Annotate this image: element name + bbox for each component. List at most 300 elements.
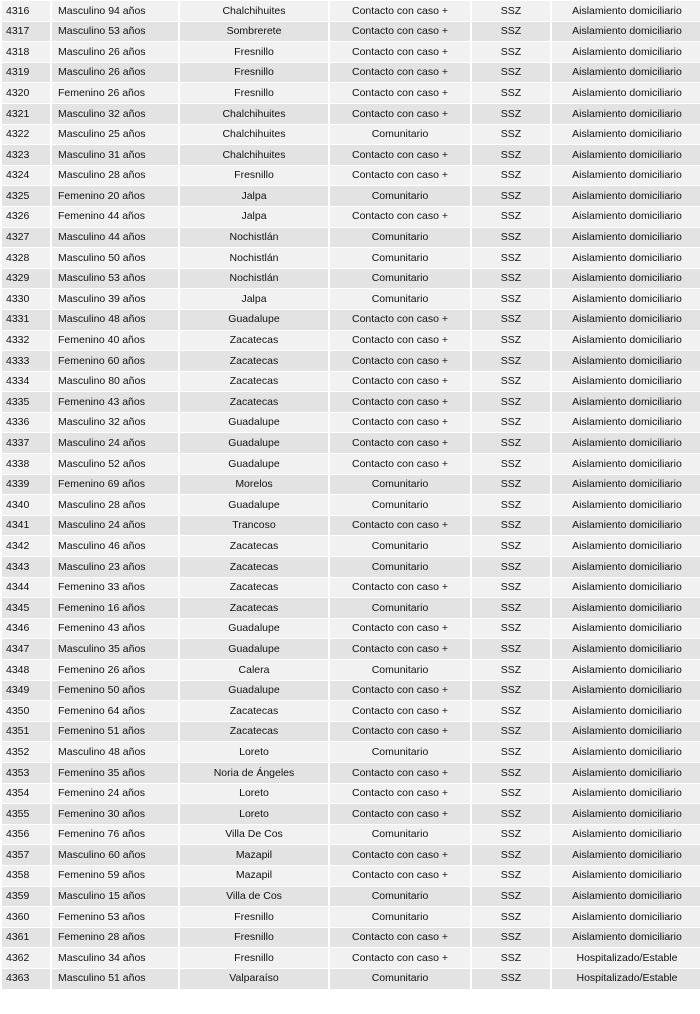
- sex-age-cell: Masculino 52 años: [52, 454, 178, 474]
- table-row: [2, 1, 700, 21]
- source-cell: Comunitario: [330, 186, 470, 206]
- source-cell: Comunitario: [330, 536, 470, 556]
- municipality-cell: Nochistlán: [180, 228, 328, 248]
- municipality-cell: Zacatecas: [180, 536, 328, 556]
- table-row: [2, 598, 700, 618]
- institution-cell: SSZ: [472, 454, 550, 474]
- status-cell: Aislamiento domiciliario: [552, 866, 700, 886]
- source-cell: Contacto con caso +: [330, 639, 470, 659]
- sex-age-cell: Femenino 69 años: [52, 475, 178, 495]
- institution-cell: SSZ: [472, 413, 550, 433]
- source-cell: Contacto con caso +: [330, 948, 470, 968]
- source-cell: Comunitario: [330, 228, 470, 248]
- table-row: [2, 969, 700, 989]
- case-id-cell: 4344: [2, 578, 50, 598]
- municipality-cell: Nochistlán: [180, 248, 328, 268]
- institution-cell: SSZ: [472, 42, 550, 62]
- institution-cell: SSZ: [472, 536, 550, 556]
- source-cell: Comunitario: [330, 598, 470, 618]
- source-cell: Contacto con caso +: [330, 928, 470, 948]
- institution-cell: SSZ: [472, 1, 550, 21]
- status-cell: Aislamiento domiciliario: [552, 42, 700, 62]
- case-id-cell: 4320: [2, 83, 50, 103]
- source-cell: Contacto con caso +: [330, 701, 470, 721]
- sex-age-cell: Masculino 32 años: [52, 104, 178, 124]
- municipality-cell: Zacatecas: [180, 701, 328, 721]
- table-row: [2, 578, 700, 598]
- case-id-cell: 4335: [2, 392, 50, 412]
- table-row: [2, 310, 700, 330]
- case-id-cell: 4337: [2, 433, 50, 453]
- source-cell: Comunitario: [330, 557, 470, 577]
- case-id-cell: 4346: [2, 619, 50, 639]
- municipality-cell: Chalchihuites: [180, 104, 328, 124]
- status-cell: Aislamiento domiciliario: [552, 516, 700, 536]
- status-cell: Aislamiento domiciliario: [552, 598, 700, 618]
- status-cell: Aislamiento domiciliario: [552, 145, 700, 165]
- sex-age-cell: Masculino 44 años: [52, 228, 178, 248]
- municipality-cell: Guadalupe: [180, 495, 328, 515]
- sex-age-cell: Femenino 60 años: [52, 351, 178, 371]
- status-cell: Aislamiento domiciliario: [552, 104, 700, 124]
- sex-age-cell: Femenino 20 años: [52, 186, 178, 206]
- case-id-cell: 4327: [2, 228, 50, 248]
- institution-cell: SSZ: [472, 83, 550, 103]
- institution-cell: SSZ: [472, 125, 550, 145]
- sex-age-cell: Femenino 24 años: [52, 784, 178, 804]
- source-cell: Comunitario: [330, 495, 470, 515]
- table-row: [2, 413, 700, 433]
- status-cell: Aislamiento domiciliario: [552, 784, 700, 804]
- status-cell: Aislamiento domiciliario: [552, 907, 700, 927]
- status-cell: Aislamiento domiciliario: [552, 83, 700, 103]
- status-cell: Aislamiento domiciliario: [552, 454, 700, 474]
- status-cell: Aislamiento domiciliario: [552, 248, 700, 268]
- table-row: [2, 125, 700, 145]
- table-row: [2, 186, 700, 206]
- case-id-cell: 4357: [2, 845, 50, 865]
- case-id-cell: 4325: [2, 186, 50, 206]
- source-cell: Contacto con caso +: [330, 681, 470, 701]
- status-cell: Aislamiento domiciliario: [552, 310, 700, 330]
- status-cell: Aislamiento domiciliario: [552, 825, 700, 845]
- status-cell: Aislamiento domiciliario: [552, 22, 700, 42]
- source-cell: Contacto con caso +: [330, 104, 470, 124]
- institution-cell: SSZ: [472, 681, 550, 701]
- institution-cell: SSZ: [472, 392, 550, 412]
- cases-table-body: [2, 1, 700, 989]
- table-row: [2, 907, 700, 927]
- sex-age-cell: Masculino 32 años: [52, 413, 178, 433]
- status-cell: Aislamiento domiciliario: [552, 475, 700, 495]
- institution-cell: SSZ: [472, 660, 550, 680]
- municipality-cell: Guadalupe: [180, 310, 328, 330]
- institution-cell: SSZ: [472, 145, 550, 165]
- status-cell: Aislamiento domiciliario: [552, 166, 700, 186]
- sex-age-cell: Masculino 24 años: [52, 516, 178, 536]
- municipality-cell: Fresnillo: [180, 907, 328, 927]
- municipality-cell: Zacatecas: [180, 557, 328, 577]
- source-cell: Comunitario: [330, 475, 470, 495]
- sex-age-cell: Masculino 23 años: [52, 557, 178, 577]
- case-id-cell: 4330: [2, 289, 50, 309]
- status-cell: Aislamiento domiciliario: [552, 742, 700, 762]
- municipality-cell: Guadalupe: [180, 639, 328, 659]
- case-id-cell: 4334: [2, 372, 50, 392]
- case-id-cell: 4331: [2, 310, 50, 330]
- table-row: [2, 763, 700, 783]
- municipality-cell: Fresnillo: [180, 83, 328, 103]
- municipality-cell: Sombrerete: [180, 22, 328, 42]
- status-cell: Aislamiento domiciliario: [552, 701, 700, 721]
- sex-age-cell: Masculino 34 años: [52, 948, 178, 968]
- case-id-cell: 4353: [2, 763, 50, 783]
- sex-age-cell: Femenino 26 años: [52, 83, 178, 103]
- table-row: [2, 804, 700, 824]
- sex-age-cell: Masculino 46 años: [52, 536, 178, 556]
- municipality-cell: Chalchihuites: [180, 1, 328, 21]
- case-id-cell: 4329: [2, 269, 50, 289]
- case-id-cell: 4318: [2, 42, 50, 62]
- status-cell: Aislamiento domiciliario: [552, 186, 700, 206]
- sex-age-cell: Masculino 26 años: [52, 42, 178, 62]
- sex-age-cell: Masculino 15 años: [52, 887, 178, 907]
- case-id-cell: 4323: [2, 145, 50, 165]
- table-row: [2, 681, 700, 701]
- sex-age-cell: Masculino 31 años: [52, 145, 178, 165]
- institution-cell: SSZ: [472, 63, 550, 83]
- table-row: [2, 331, 700, 351]
- institution-cell: SSZ: [472, 248, 550, 268]
- institution-cell: SSZ: [472, 495, 550, 515]
- municipality-cell: Zacatecas: [180, 578, 328, 598]
- institution-cell: SSZ: [472, 289, 550, 309]
- source-cell: Contacto con caso +: [330, 372, 470, 392]
- municipality-cell: Guadalupe: [180, 619, 328, 639]
- institution-cell: SSZ: [472, 372, 550, 392]
- sex-age-cell: Masculino 60 años: [52, 845, 178, 865]
- case-id-cell: 4336: [2, 413, 50, 433]
- institution-cell: SSZ: [472, 866, 550, 886]
- table-row: [2, 145, 700, 165]
- sex-age-cell: Masculino 24 años: [52, 433, 178, 453]
- table-row: [2, 207, 700, 227]
- institution-cell: SSZ: [472, 598, 550, 618]
- sex-age-cell: Femenino 50 años: [52, 681, 178, 701]
- sex-age-cell: Femenino 33 años: [52, 578, 178, 598]
- municipality-cell: Mazapil: [180, 866, 328, 886]
- case-id-cell: 4340: [2, 495, 50, 515]
- source-cell: Comunitario: [330, 289, 470, 309]
- source-cell: Contacto con caso +: [330, 804, 470, 824]
- institution-cell: SSZ: [472, 804, 550, 824]
- case-id-cell: 4341: [2, 516, 50, 536]
- sex-age-cell: Femenino 26 años: [52, 660, 178, 680]
- sex-age-cell: Femenino 59 años: [52, 866, 178, 886]
- institution-cell: SSZ: [472, 207, 550, 227]
- status-cell: Aislamiento domiciliario: [552, 557, 700, 577]
- case-id-cell: 4322: [2, 125, 50, 145]
- source-cell: Comunitario: [330, 907, 470, 927]
- source-cell: Comunitario: [330, 125, 470, 145]
- municipality-cell: Loreto: [180, 742, 328, 762]
- municipality-cell: Fresnillo: [180, 166, 328, 186]
- status-cell: Aislamiento domiciliario: [552, 372, 700, 392]
- source-cell: Contacto con caso +: [330, 516, 470, 536]
- institution-cell: SSZ: [472, 331, 550, 351]
- table-row: [2, 83, 700, 103]
- case-id-cell: 4359: [2, 887, 50, 907]
- source-cell: Contacto con caso +: [330, 331, 470, 351]
- case-id-cell: 4321: [2, 104, 50, 124]
- municipality-cell: Valparaíso: [180, 969, 328, 989]
- source-cell: Contacto con caso +: [330, 83, 470, 103]
- case-id-cell: 4339: [2, 475, 50, 495]
- municipality-cell: Calera: [180, 660, 328, 680]
- status-cell: Aislamiento domiciliario: [552, 804, 700, 824]
- sex-age-cell: Femenino 16 años: [52, 598, 178, 618]
- sex-age-cell: Masculino 50 años: [52, 248, 178, 268]
- status-cell: Aislamiento domiciliario: [552, 433, 700, 453]
- institution-cell: SSZ: [472, 969, 550, 989]
- sex-age-cell: Masculino 53 años: [52, 269, 178, 289]
- source-cell: Contacto con caso +: [330, 392, 470, 412]
- sex-age-cell: Masculino 51 años: [52, 969, 178, 989]
- case-id-cell: 4342: [2, 536, 50, 556]
- sex-age-cell: Femenino 30 años: [52, 804, 178, 824]
- source-cell: Contacto con caso +: [330, 145, 470, 165]
- sex-age-cell: Femenino 64 años: [52, 701, 178, 721]
- municipality-cell: Jalpa: [180, 289, 328, 309]
- sex-age-cell: Femenino 44 años: [52, 207, 178, 227]
- status-cell: Aislamiento domiciliario: [552, 536, 700, 556]
- source-cell: Contacto con caso +: [330, 166, 470, 186]
- status-cell: Aislamiento domiciliario: [552, 763, 700, 783]
- source-cell: Contacto con caso +: [330, 763, 470, 783]
- table-row: [2, 248, 700, 268]
- status-cell: Aislamiento domiciliario: [552, 887, 700, 907]
- status-cell: Aislamiento domiciliario: [552, 228, 700, 248]
- institution-cell: SSZ: [472, 907, 550, 927]
- municipality-cell: Fresnillo: [180, 948, 328, 968]
- source-cell: Contacto con caso +: [330, 42, 470, 62]
- case-id-cell: 4333: [2, 351, 50, 371]
- institution-cell: SSZ: [472, 228, 550, 248]
- municipality-cell: Chalchihuites: [180, 145, 328, 165]
- table-row: [2, 866, 700, 886]
- source-cell: Contacto con caso +: [330, 351, 470, 371]
- case-id-cell: 4326: [2, 207, 50, 227]
- table-row: [2, 825, 700, 845]
- case-id-cell: 4362: [2, 948, 50, 968]
- table-row: [2, 887, 700, 907]
- case-id-cell: 4356: [2, 825, 50, 845]
- municipality-cell: Noria de Ángeles: [180, 763, 328, 783]
- table-row: [2, 228, 700, 248]
- status-cell: Aislamiento domiciliario: [552, 269, 700, 289]
- municipality-cell: Loreto: [180, 784, 328, 804]
- table-row: [2, 928, 700, 948]
- table-row: [2, 454, 700, 474]
- institution-cell: SSZ: [472, 186, 550, 206]
- institution-cell: SSZ: [472, 516, 550, 536]
- institution-cell: SSZ: [472, 722, 550, 742]
- source-cell: Contacto con caso +: [330, 722, 470, 742]
- case-id-cell: 4350: [2, 701, 50, 721]
- table-row: [2, 22, 700, 42]
- table-row: [2, 742, 700, 762]
- case-id-cell: 4349: [2, 681, 50, 701]
- table-row: [2, 701, 700, 721]
- sex-age-cell: Femenino 40 años: [52, 331, 178, 351]
- institution-cell: SSZ: [472, 557, 550, 577]
- status-cell: Aislamiento domiciliario: [552, 351, 700, 371]
- source-cell: Contacto con caso +: [330, 845, 470, 865]
- source-cell: Contacto con caso +: [330, 784, 470, 804]
- municipality-cell: Loreto: [180, 804, 328, 824]
- sex-age-cell: Masculino 53 años: [52, 22, 178, 42]
- table-row: [2, 536, 700, 556]
- institution-cell: SSZ: [472, 104, 550, 124]
- table-row: [2, 289, 700, 309]
- sex-age-cell: Masculino 48 años: [52, 310, 178, 330]
- institution-cell: SSZ: [472, 578, 550, 598]
- source-cell: Contacto con caso +: [330, 413, 470, 433]
- case-id-cell: 4338: [2, 454, 50, 474]
- sex-age-cell: Masculino 39 años: [52, 289, 178, 309]
- source-cell: Comunitario: [330, 825, 470, 845]
- institution-cell: SSZ: [472, 639, 550, 659]
- sex-age-cell: Femenino 28 años: [52, 928, 178, 948]
- municipality-cell: Jalpa: [180, 207, 328, 227]
- municipality-cell: Fresnillo: [180, 42, 328, 62]
- source-cell: Contacto con caso +: [330, 310, 470, 330]
- table-row: [2, 557, 700, 577]
- status-cell: Aislamiento domiciliario: [552, 289, 700, 309]
- source-cell: Contacto con caso +: [330, 619, 470, 639]
- municipality-cell: Guadalupe: [180, 454, 328, 474]
- status-cell: Hospitalizado/Estable: [552, 969, 700, 989]
- source-cell: Contacto con caso +: [330, 63, 470, 83]
- table-row: [2, 351, 700, 371]
- case-id-cell: 4324: [2, 166, 50, 186]
- institution-cell: SSZ: [472, 351, 550, 371]
- source-cell: Comunitario: [330, 660, 470, 680]
- table-row: [2, 372, 700, 392]
- status-cell: Aislamiento domiciliario: [552, 1, 700, 21]
- municipality-cell: Zacatecas: [180, 372, 328, 392]
- sex-age-cell: Masculino 48 años: [52, 742, 178, 762]
- source-cell: Comunitario: [330, 969, 470, 989]
- status-cell: Hospitalizado/Estable: [552, 948, 700, 968]
- table-row: [2, 63, 700, 83]
- case-id-cell: 4363: [2, 969, 50, 989]
- municipality-cell: Jalpa: [180, 186, 328, 206]
- case-id-cell: 4317: [2, 22, 50, 42]
- municipality-cell: Villa De Cos: [180, 825, 328, 845]
- table-row: [2, 166, 700, 186]
- source-cell: Contacto con caso +: [330, 1, 470, 21]
- table-row: [2, 660, 700, 680]
- municipality-cell: Morelos: [180, 475, 328, 495]
- institution-cell: SSZ: [472, 763, 550, 783]
- sex-age-cell: Masculino 80 años: [52, 372, 178, 392]
- table-row: [2, 639, 700, 659]
- case-id-cell: 4354: [2, 784, 50, 804]
- case-id-cell: 4319: [2, 63, 50, 83]
- institution-cell: SSZ: [472, 742, 550, 762]
- case-id-cell: 4352: [2, 742, 50, 762]
- case-id-cell: 4332: [2, 331, 50, 351]
- municipality-cell: Fresnillo: [180, 63, 328, 83]
- sex-age-cell: Femenino 51 años: [52, 722, 178, 742]
- case-id-cell: 4348: [2, 660, 50, 680]
- source-cell: Contacto con caso +: [330, 433, 470, 453]
- institution-cell: SSZ: [472, 475, 550, 495]
- institution-cell: SSZ: [472, 310, 550, 330]
- institution-cell: SSZ: [472, 948, 550, 968]
- institution-cell: SSZ: [472, 269, 550, 289]
- status-cell: Aislamiento domiciliario: [552, 331, 700, 351]
- status-cell: Aislamiento domiciliario: [552, 639, 700, 659]
- table-row: [2, 619, 700, 639]
- sex-age-cell: Femenino 43 años: [52, 619, 178, 639]
- institution-cell: SSZ: [472, 166, 550, 186]
- source-cell: Comunitario: [330, 742, 470, 762]
- status-cell: Aislamiento domiciliario: [552, 392, 700, 412]
- sex-age-cell: Masculino 35 años: [52, 639, 178, 659]
- municipality-cell: Fresnillo: [180, 928, 328, 948]
- institution-cell: SSZ: [472, 825, 550, 845]
- source-cell: Contacto con caso +: [330, 578, 470, 598]
- case-id-cell: 4360: [2, 907, 50, 927]
- case-id-cell: 4347: [2, 639, 50, 659]
- table-row: [2, 392, 700, 412]
- institution-cell: SSZ: [472, 701, 550, 721]
- case-id-cell: 4358: [2, 866, 50, 886]
- institution-cell: SSZ: [472, 887, 550, 907]
- status-cell: Aislamiento domiciliario: [552, 413, 700, 433]
- sex-age-cell: Masculino 28 años: [52, 166, 178, 186]
- municipality-cell: Zacatecas: [180, 331, 328, 351]
- status-cell: Aislamiento domiciliario: [552, 681, 700, 701]
- status-cell: Aislamiento domiciliario: [552, 495, 700, 515]
- institution-cell: SSZ: [472, 619, 550, 639]
- case-id-cell: 4343: [2, 557, 50, 577]
- table-row: [2, 269, 700, 289]
- case-id-cell: 4355: [2, 804, 50, 824]
- sex-age-cell: Masculino 25 años: [52, 125, 178, 145]
- source-cell: Comunitario: [330, 248, 470, 268]
- municipality-cell: Guadalupe: [180, 681, 328, 701]
- municipality-cell: Nochistlán: [180, 269, 328, 289]
- case-id-cell: 4345: [2, 598, 50, 618]
- sex-age-cell: Femenino 43 años: [52, 392, 178, 412]
- case-id-cell: 4328: [2, 248, 50, 268]
- status-cell: Aislamiento domiciliario: [552, 63, 700, 83]
- table-row: [2, 475, 700, 495]
- institution-cell: SSZ: [472, 22, 550, 42]
- table-row: [2, 722, 700, 742]
- table-row: [2, 845, 700, 865]
- table-row: [2, 784, 700, 804]
- status-cell: Aislamiento domiciliario: [552, 578, 700, 598]
- source-cell: Contacto con caso +: [330, 454, 470, 474]
- municipality-cell: Mazapil: [180, 845, 328, 865]
- municipality-cell: Zacatecas: [180, 351, 328, 371]
- municipality-cell: Guadalupe: [180, 413, 328, 433]
- institution-cell: SSZ: [472, 928, 550, 948]
